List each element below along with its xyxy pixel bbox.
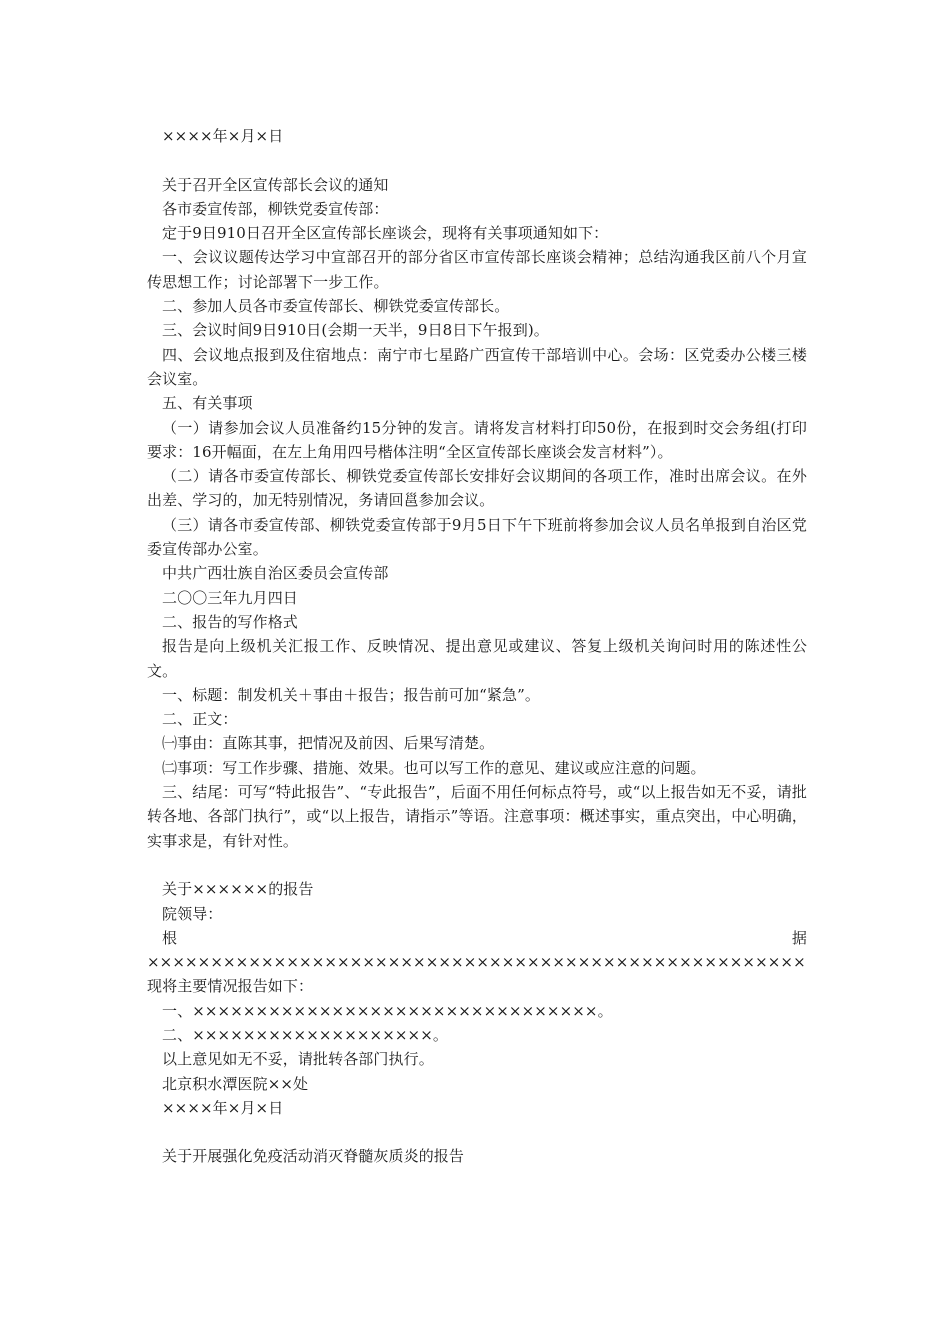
blank-line bbox=[147, 853, 807, 877]
notice-item-5: 五、有关事项 bbox=[162, 394, 253, 413]
format-body-reason: ㈠事由：直陈其事，把情况及前因、后果写清楚。 bbox=[162, 734, 495, 753]
sample-report-date: ××××年×月×日 bbox=[162, 1098, 284, 1117]
blank-line bbox=[147, 148, 807, 172]
notice-issuer: 中共广西壮族自治区委员会宣传部 bbox=[162, 564, 389, 583]
format-title: 一、标题：制发机关＋事由＋报告；报告前可加“紧急”。 bbox=[162, 685, 540, 704]
sample-report-item-2: 二、×××××××××××××××××××。 bbox=[162, 1025, 448, 1044]
report-definition: 报告是向上级机关汇报工作、反映情况、提出意见或建议、答复上级机关询问时用的陈述性公文。 bbox=[147, 637, 807, 680]
notice-item-3: 三、会议时间9日910日(会期一天半，9日8日下午报到)。 bbox=[162, 321, 549, 340]
notice-subitem-2: （二）请各市委宣传部长、柳铁党委宣传部长安排好会议期间的各项工作，准时出席会议。在外出差、学习的，加无特别情况，务请回邕参加会议。 bbox=[147, 467, 807, 510]
notice-subitem-3: （三）请各市委宣传部、柳铁党委宣传部于9月5日下午下班前将参加会议人员名单报到自治区党委宣传部办公室。 bbox=[147, 515, 807, 559]
format-body: 二、正文： bbox=[162, 710, 238, 729]
notice-item-4: 四、会议地点报到及住宿地点：南宁市七星路广西宣传干部培训中心。会场：区党委办公楼三楼会议室。 bbox=[147, 345, 807, 388]
next-report-title: 关于开展强化免疫活动消灭脊髓灰质炎的报告 bbox=[162, 1147, 465, 1166]
notice-item-2: 二、参加人员各市委宣传部长、柳铁党委宣传部长。 bbox=[162, 297, 510, 316]
sample-report-title: 关于××××××的报告 bbox=[162, 880, 314, 899]
document-body bbox=[147, 124, 807, 1169]
notice-date: 二〇〇三年九月四日 bbox=[162, 588, 298, 607]
sample-report-closing: 以上意见如无不妥，请批转各部门执行。 bbox=[162, 1050, 434, 1069]
notice-title: 关于召开全区宣传部长会议的通知 bbox=[162, 175, 389, 194]
section-heading: 二、报告的写作格式 bbox=[162, 612, 298, 631]
format-ending: 三、结尾：可写“特此报告”、“专此报告”，后面不用任何标点符号，或“以上报告如无不妥，请批转各地、各部门执行”，或“以上报告，请指示”等语。注意事项：概述事实，重点突出，中心明确，实事求是，有针对性。 bbox=[147, 783, 807, 850]
blank-line bbox=[147, 1120, 807, 1144]
date-line: ××××年×月×日 bbox=[162, 127, 284, 145]
sample-report-recipient: 院领导： bbox=[162, 904, 223, 923]
notice-subitem-1: （一）请参加会议人员准备约15分钟的发言。请将发言材料打印50份，在报到时交会务组(打印要求：16开幅面，在左上角用四号楷体注明“全区宣传部长座谈会发言材料”）。 bbox=[147, 418, 807, 461]
sample-report-intro: 根据××××××××××××××××××××××××××××××××××××××××××××××××××××现将主要情况报告如下： bbox=[147, 928, 807, 996]
notice-item-1: 一、会议议题传达学习中宣部召开的部分省区市宣传部长座谈会精神；总结沟通我区前八个月宣传思想工作；讨论部署下一步工作。 bbox=[147, 248, 807, 291]
format-body-matters: ㈡事项：写工作步骤、措施、效果。也可以写工作的意见、建议或应注意的问题。 bbox=[162, 758, 706, 777]
sample-report-issuer: 北京积水潭医院××处 bbox=[162, 1074, 309, 1093]
notice-recipients: 各市委宣传部，柳铁党委宣传部： bbox=[162, 199, 389, 218]
notice-intro: 定于9日910日召开全区宣传部长座谈会，现将有关事项通知如下： bbox=[162, 224, 609, 243]
sample-report-item-1: 一、××××××××××××××××××××××××××××××××。 bbox=[162, 1001, 613, 1020]
